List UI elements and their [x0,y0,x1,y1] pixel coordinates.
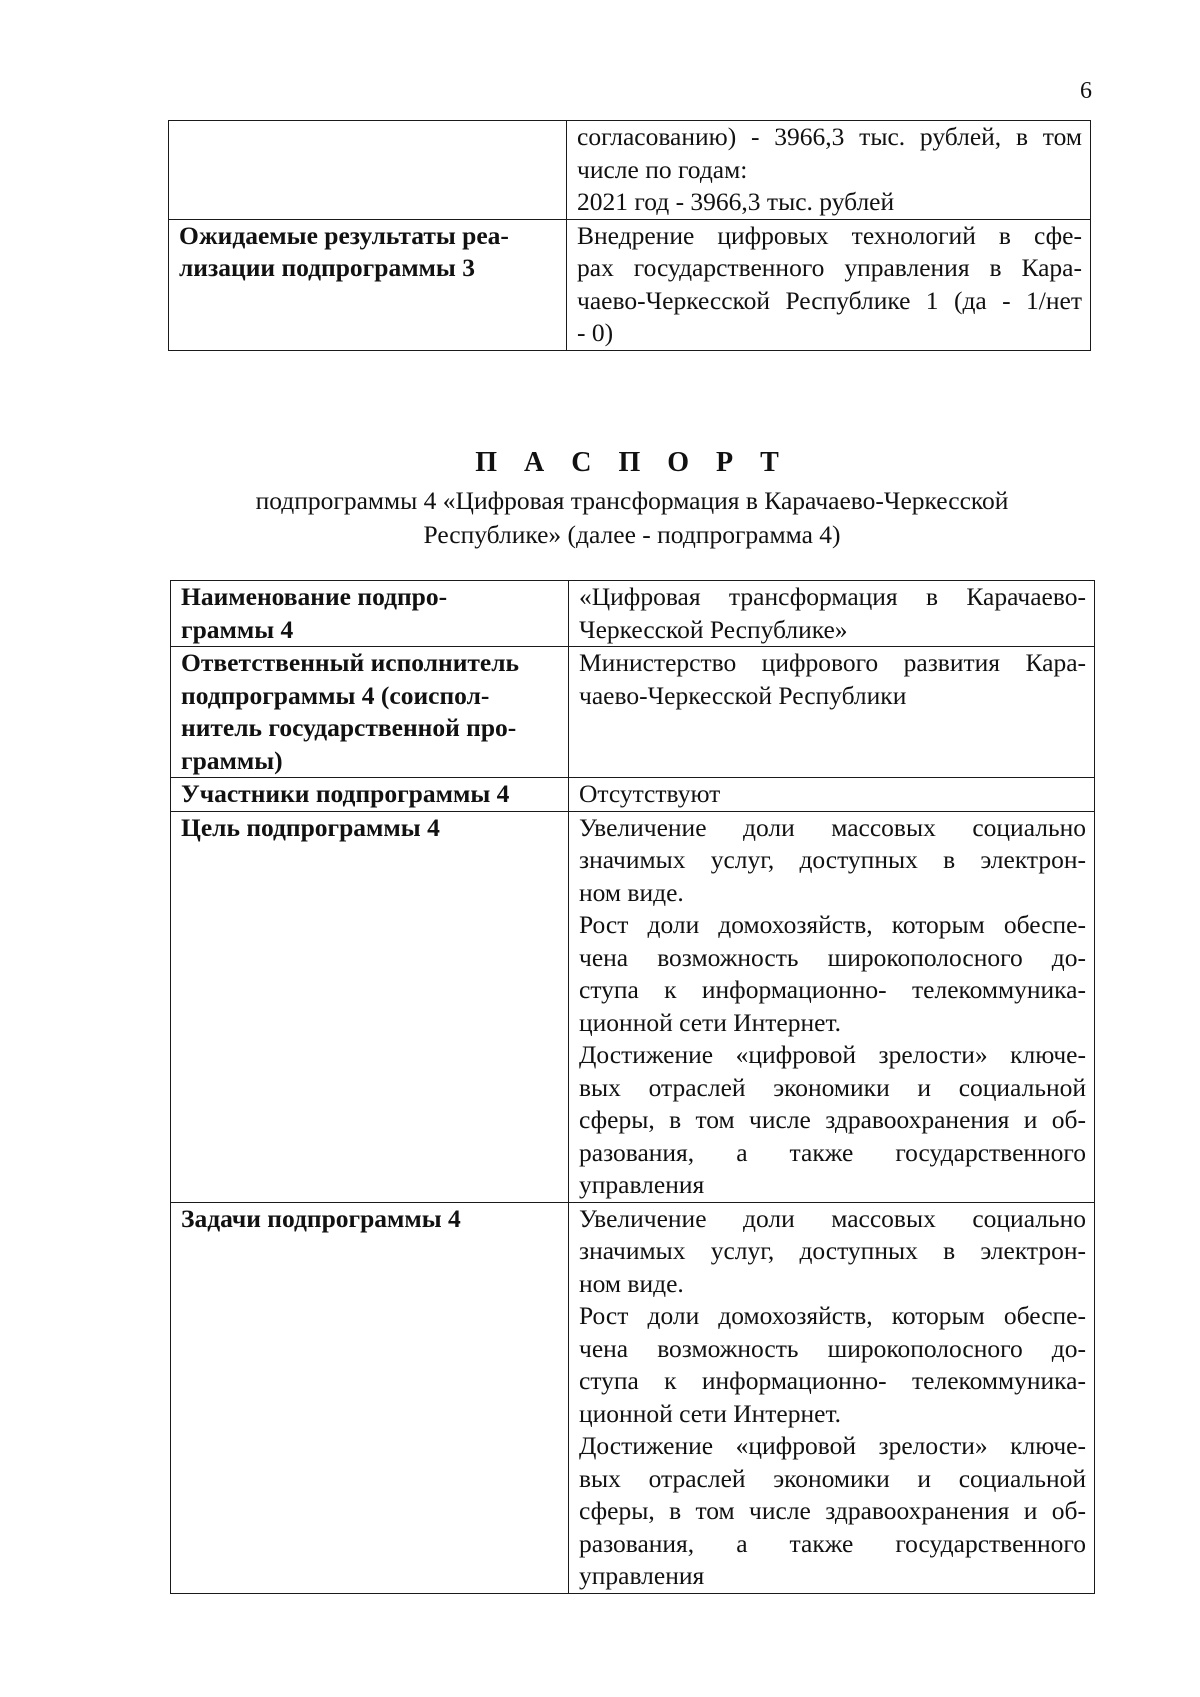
row-value-line: 2021 год - 3966,3 тыс. рублей [577,187,895,216]
row-value-line: сферы, в том числе здравоохранения и об- [579,1105,1086,1134]
row-label-cell [171,647,569,778]
row-value-line: Черкесской Республике» [579,614,848,644]
table-row [171,647,1095,778]
row-value-line: Достижение «цифровой зрелости» ключе- [579,1431,1086,1460]
row-value-line: - 0) [577,318,614,347]
row-label-cell [169,121,567,220]
row-label-line: Ответственный исполнитель [181,648,520,677]
row-value-line: чена возможность широкополосного до- [579,1333,1086,1363]
table-row [171,1202,1095,1593]
table-row [169,219,1091,350]
table-row [171,811,1095,1202]
row-label-cell [171,778,569,812]
row-value-cell [569,811,1095,1202]
row-label-line: Участники подпрограммы 4 [181,779,510,808]
row-value-line: ном виде. [579,1268,684,1298]
row-value-line: значимых услуг, доступных в электрон- [579,1236,1086,1265]
row-value-cell [569,581,1095,647]
row-value-line: «Цифровая трансформация в Карачаево- [579,582,1086,611]
passport-title: П А С П О Р Т [475,447,789,478]
page-number: 6 [1080,78,1092,104]
row-value-line: ционной сети Интернет. [579,1398,842,1428]
row-label-cell [171,581,569,647]
row-label-line: граммы 4 [181,614,294,644]
row-value-line: управления [579,1561,705,1590]
row-value-line: вых отраслей экономики и социальной [579,1072,1086,1102]
row-value-line: ном виде. [579,877,684,907]
row-value-line: ступа к информационно- телекоммуника- [579,1366,1086,1395]
row-label-line: нитель государственной про- [181,713,517,742]
passport-table-body [171,581,1095,1594]
row-value-line: Рост доли домохозяйств, которым обеспе- [579,910,1086,939]
row-value-line: Отсутствуют [579,779,721,808]
row-label-line: Наименование подпро- [181,582,448,611]
row-label-cell [169,219,567,350]
row-value-line: разования, а также государственного [579,1137,1086,1167]
passport-subtitle-line-1: подпрограммы 4 «Цифровая трансформация в Карачаево-Черкесской [255,486,1009,515]
row-value-line: согласованию) - 3966,3 тыс. рублей, в том [577,122,1082,151]
row-value-line: Увеличение доли массовых социально [579,812,1086,842]
row-value-line: вых отраслей экономики и социальной [579,1463,1086,1493]
row-value-cell [567,219,1091,350]
table-row [171,778,1095,812]
row-label-cell [171,811,569,1202]
row-value-line: значимых услуг, доступных в электрон- [579,845,1086,874]
row-value-line: разования, а также государственного [579,1528,1086,1558]
row-value-line: Увеличение доли массовых социально [579,1203,1086,1233]
row-value-line: ционной сети Интернет. [579,1007,842,1037]
row-value-line: чаево-Черкесской Республики [579,680,907,710]
continuation-table-body [169,121,1091,351]
row-value-line: чена возможность широкополосного до- [579,942,1086,972]
row-value-cell [569,1202,1095,1593]
continuation-table [168,120,1091,351]
row-label-line: граммы) [181,745,283,775]
row-value-cell [567,121,1091,220]
row-value-line: числе по годам: [577,154,748,184]
passport-table [170,580,1095,1594]
table-row [171,581,1095,647]
row-value-line: рах государственного управления в Кара- [577,253,1082,282]
row-value-line: управления [579,1170,705,1199]
row-value-line: Внедрение цифровых технологий в сфе- [577,220,1082,250]
row-value-line: Достижение «цифровой зрелости» ключе- [579,1040,1086,1069]
row-value-line: ступа к информационно- телекоммуника- [579,975,1086,1004]
passport-subtitle [0,484,1200,552]
row-label-line: Ожидаемые результаты реа- [179,220,509,250]
row-value-cell [569,647,1095,778]
row-value-line: Рост доли домохозяйств, которым обеспе- [579,1301,1086,1330]
passport-subtitle-line-2: Республике» (далее - подпрограмма 4) [423,520,841,549]
row-label-line: подпрограммы 4 (соиспол- [181,680,490,710]
row-label-line: Цель подпрограммы 4 [181,812,440,842]
row-label-line: Задачи подпрограммы 4 [181,1203,461,1233]
row-value-line: сферы, в том числе здравоохранения и об- [579,1496,1086,1525]
row-value-line: Министерство цифрового развития Кара- [579,648,1086,677]
row-value-cell [569,778,1095,812]
row-label-cell [171,1202,569,1593]
row-value-line: чаево-Черкесской Республике 1 (да - 1/нет [577,285,1082,315]
table-row [169,121,1091,220]
row-label-line: лизации подпрограммы 3 [179,253,475,282]
